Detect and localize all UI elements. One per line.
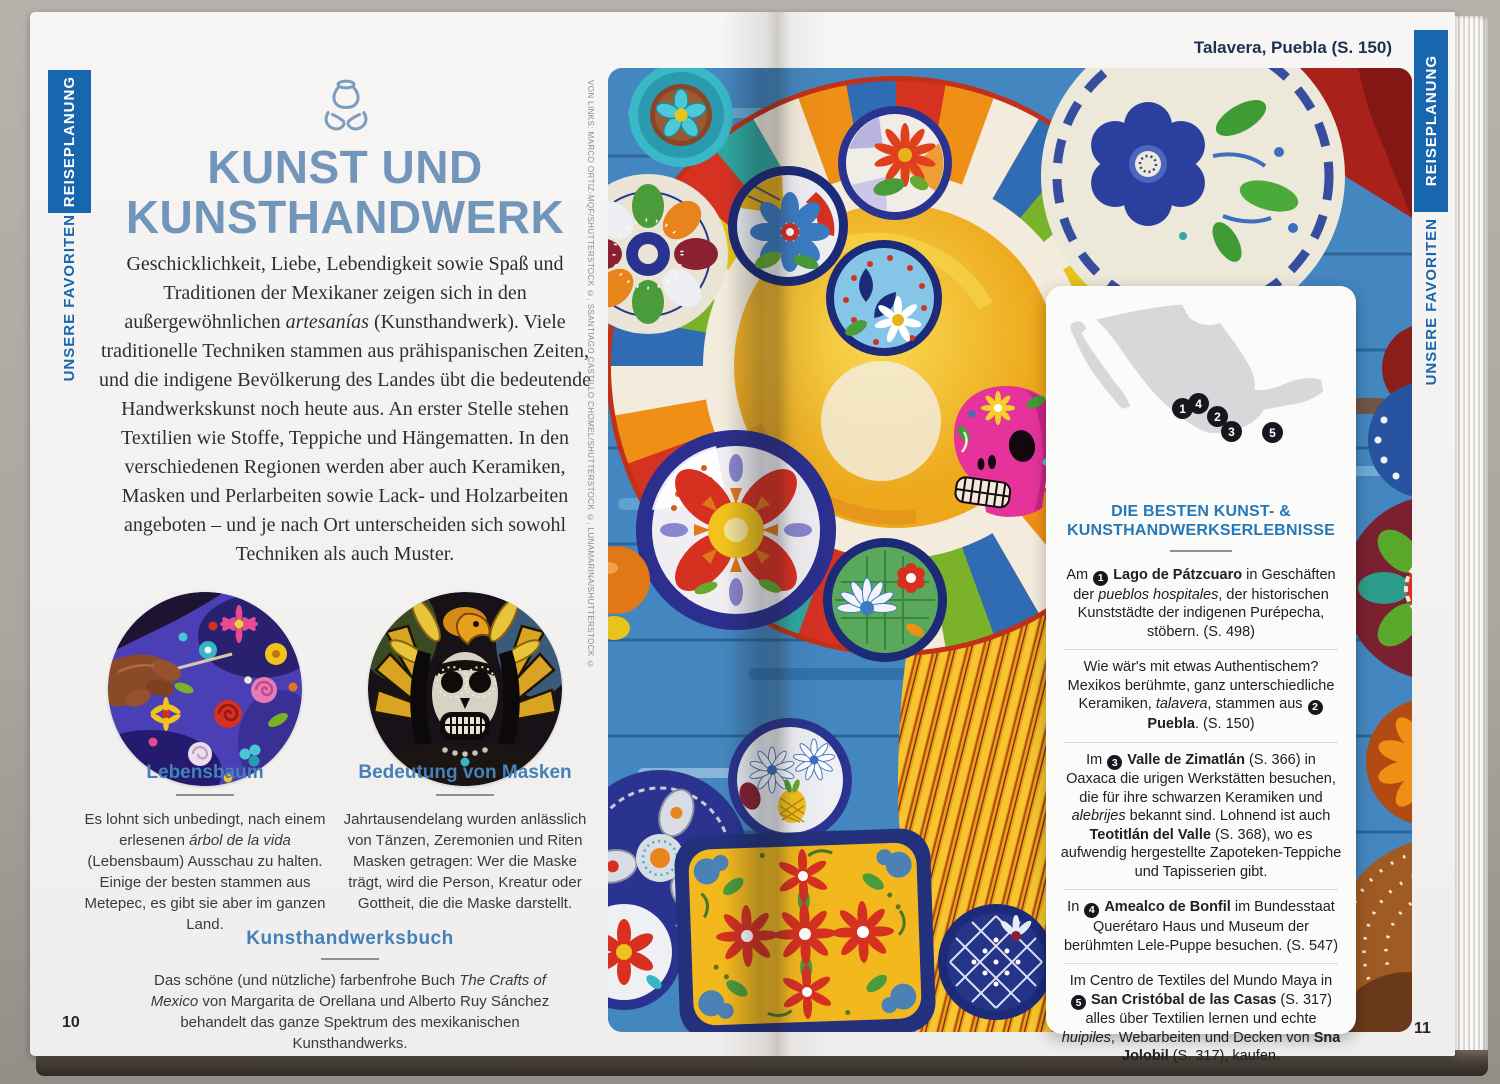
page-stack-edge xyxy=(1455,16,1488,1054)
divider xyxy=(436,794,494,796)
item-divider xyxy=(1064,963,1338,964)
card-item-1: Am 1 Lago de Pátzcuaro in Geschäften der pueblos hospitales, der historischen Kunststädte der indigenen Purépecha, stöbern. (S. 498) xyxy=(1066,567,1336,640)
map-marker-4: 4 xyxy=(1188,393,1209,414)
map-marker-3: 3 xyxy=(1221,421,1242,442)
divider xyxy=(1170,550,1232,552)
card-heading: DIE BESTEN KUNST- & KUNSTHANDWERKSERLEBNISSE xyxy=(1067,503,1335,539)
map-marker-2: 2 xyxy=(1207,406,1228,427)
page-number-right: 11 xyxy=(1414,1020,1431,1037)
photo-maske xyxy=(368,592,562,786)
booknote-title: Kunsthandwerksbuch xyxy=(246,928,454,949)
page-title-line1: KUNST UND xyxy=(207,141,483,193)
sidebar-tab-unsere-favoriten-left xyxy=(48,214,91,382)
item-divider xyxy=(1064,889,1338,890)
card-item-2: Wie wär's mit etwas Authentischem? Mexikos berühmte, ganz unterschiedliche Keramiken, talavera, stammen aus 2 Puebla. (S. 150) xyxy=(1067,659,1335,732)
photo-lebensbaum xyxy=(108,592,302,786)
item-divider xyxy=(1064,649,1338,650)
photo-credit: VON LINKS: MARCO ORTIZ-MQF/SHUTTERSTOCK ©, SSANTIAGO CASTILLO CHOMEL/SHUTTERSTOCK ©, LUNAMARINA/SHUTTERSTOCK © xyxy=(586,80,595,669)
page-number-left: 10 xyxy=(62,1014,80,1031)
booknote-text: Das schöne (und nützliche) farbenfrohe Buch The Crafts of Mexico von Margarita de Orellana und Alberto Ruy Sánchez behandelt das ganze Spektrum des mexikanischen Kunsthandwerks. xyxy=(150,972,550,1052)
open-pages xyxy=(30,12,1455,1065)
page-title-line2: KUNSTHANDWERK xyxy=(125,191,565,243)
pottery-in-hands-icon xyxy=(316,74,376,140)
map-marker-5: 5 xyxy=(1262,422,1283,443)
card-item-4: In 4 Amealco de Bonfil im Bundesstaat Querétaro Haus und Museum der berühmten Lele-Puppe besuchen. (S. 547) xyxy=(1063,899,1339,954)
page-title xyxy=(105,142,585,242)
feature-text-lebensbaum: Es lohnt sich unbedingt, nach einem erlesenen árbol de la vida (Lebensbaum) Ausschau zu halten. Einige der besten stammen aus Metepec, es gibt sie aber im ganzen Land. xyxy=(84,811,326,933)
feature-title-masken: Bedeutung von Masken xyxy=(358,762,572,783)
photo-caption: Talavera, Puebla (S. 150) xyxy=(1193,38,1392,57)
sidebar-tab-reiseplanung-left xyxy=(48,70,91,213)
divider xyxy=(321,958,379,960)
intro-paragraph: Geschicklichkeit, Liebe, Lebendigkeit sowie Spaß und Traditionen der Mexikaner zeigen sich in den außergewöhnlichen artesanías (Kunsthandwerk). Viele traditionelle Techniken stammen aus prähispanischen Zeiten, und die indigene Bevölkerung des Landes übt die bedeutende Handwerkskunst noch heute aus. An erster Stelle stehen Textilien wie Stoffe, Teppiche und Hängematten. In den verschiedenen Regionen werden aber auch Keramiken, Masken und Perlarbeiten sowie Lack- und Holzarbeiten angeboten – und je nach Ort unterscheiden sich sowohl Techniken als auch Muster. xyxy=(98,253,592,565)
tab-label: REISEPLANUNG xyxy=(61,75,78,208)
feature-text-masken: Jahrtausendelang wurden anlässlich von Tänzen, Zeremonien und Riten Masken getragen: Wer die Maske trägt, wird die Person, Kreatur oder Gottheit, die die Maske darstellt. xyxy=(343,811,587,912)
map-marker-1: 1 xyxy=(1172,398,1193,419)
card-item-5: Im Centro de Textiles del Mundo Maya in 5 San Cristóbal de las Casas (S. 317) alles über Textilien lernen und echte huipiles, Webarbeiten und Decken von Sna Jolobil (S. 317), kaufen. xyxy=(1061,973,1341,1065)
sidebar-tab-reiseplanung-right xyxy=(1414,30,1448,212)
tab-label: REISEPLANUNG xyxy=(1422,55,1440,187)
divider xyxy=(176,794,234,796)
item-divider xyxy=(1064,742,1338,743)
mexico-map xyxy=(1058,298,1344,494)
best-experiences-card xyxy=(1046,286,1356,1065)
feature-title-lebensbaum: Lebensbaum xyxy=(146,762,264,783)
card-item-3: Im 3 Valle de Zimatlán (S. 366) in Oaxaca die urigen Werkstätten besuchen, die für ihre schwarzen Keramiken und alebrijes bekannt sind. Lohnend ist auch Teotitlán del Valle (S. 368), wo es aufwendig hergestellte Zapoteken-Teppiche und Tapisserien gibt. xyxy=(1060,751,1342,880)
tab-label: UNSERE FAVORITEN xyxy=(61,214,78,382)
sidebar-tab-unsere-favoriten-right xyxy=(1414,218,1448,386)
tab-label: UNSERE FAVORITEN xyxy=(1422,218,1440,386)
